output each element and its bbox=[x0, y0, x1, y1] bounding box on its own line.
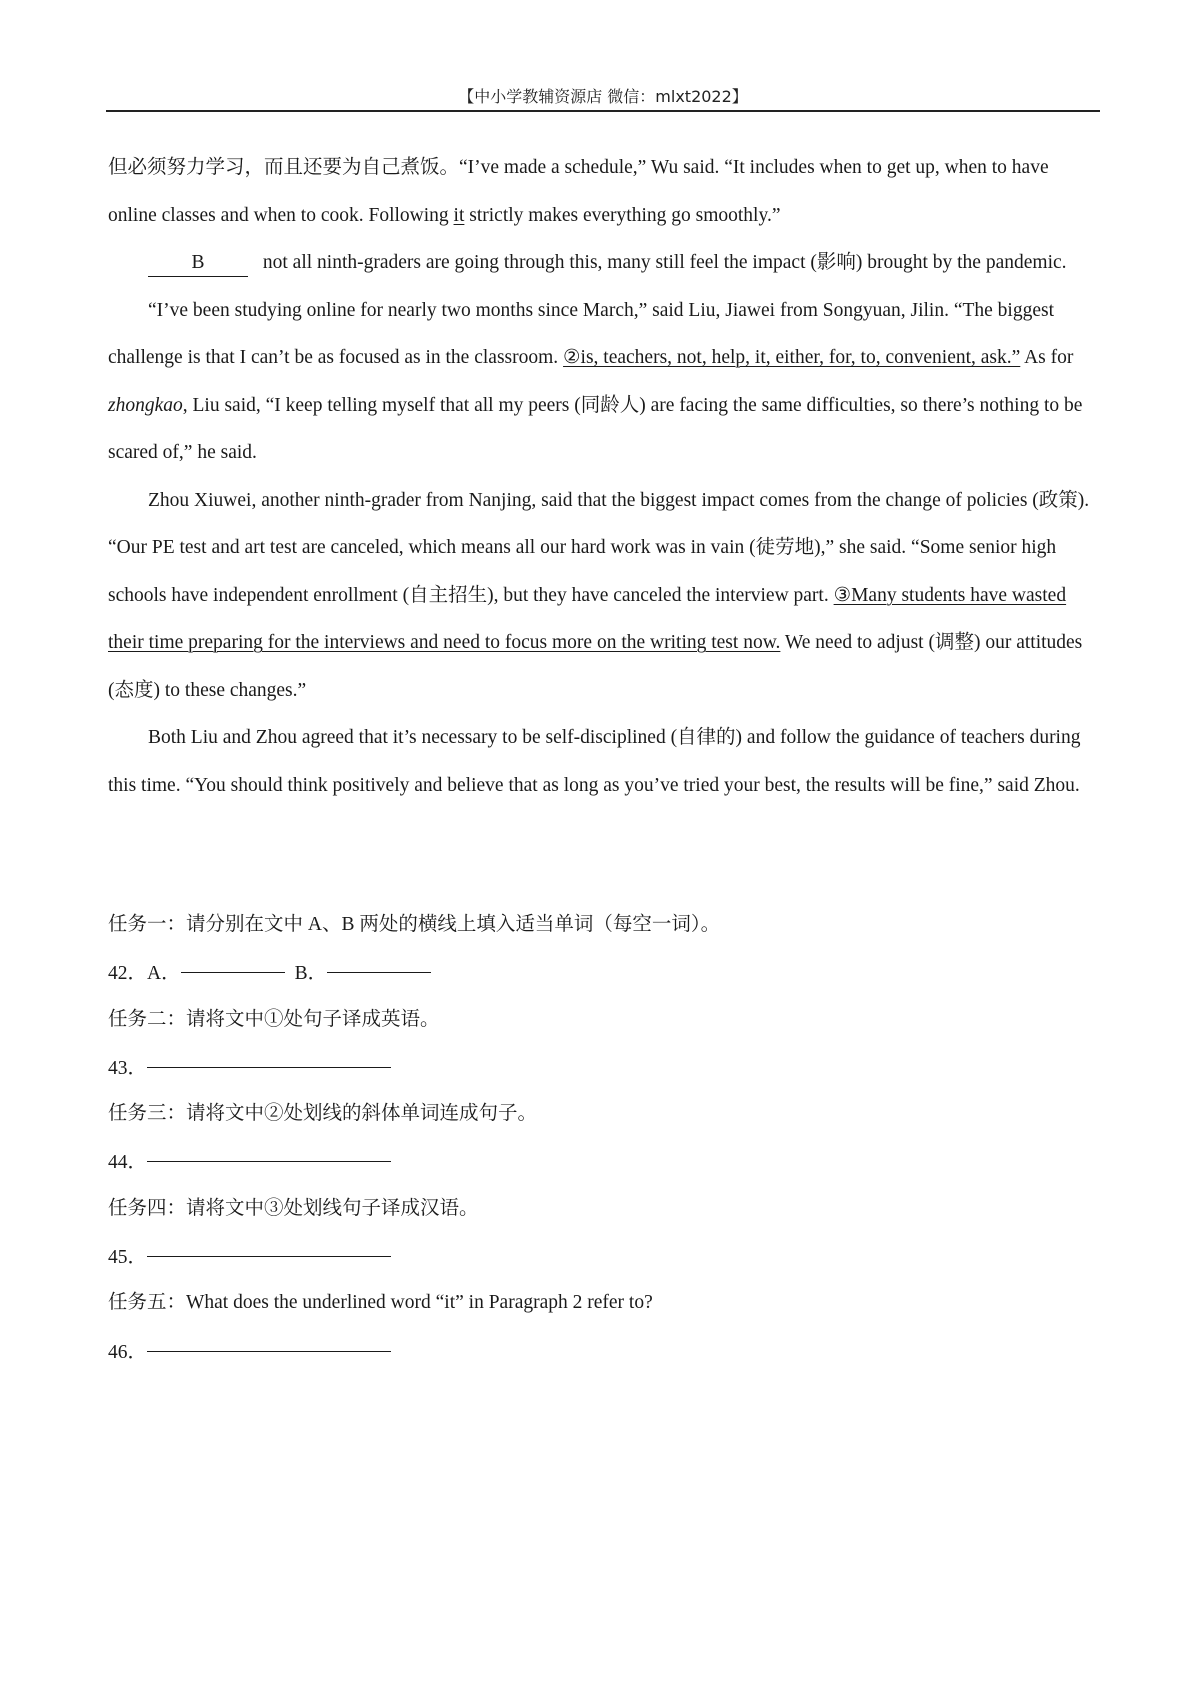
question-number: 44． bbox=[108, 1152, 148, 1174]
answer-blank-44[interactable] bbox=[147, 1131, 391, 1162]
blank-a-label: A． bbox=[147, 963, 181, 985]
blank-b: B bbox=[148, 250, 248, 277]
paragraph-3 bbox=[108, 287, 1098, 477]
task-5-instruction: 任务五：What does the underlined word “it” in Paragraph 2 refer to? bbox=[108, 1292, 653, 1314]
underlined-word-it: it bbox=[453, 204, 465, 226]
paragraph-2 bbox=[108, 239, 1098, 287]
paragraph-text: , Liu said, “I keep telling myself that all my peers (同龄人) are facing the same difficulties, so there’s nothing to be scared of,” he said. bbox=[108, 394, 1083, 463]
question-44 bbox=[108, 1137, 1098, 1184]
answer-blank-45[interactable] bbox=[147, 1226, 391, 1257]
answer-blank-b[interactable] bbox=[327, 942, 431, 973]
task-1-instruction: 任务一：请分别在文中 A、B 两处的横线上填入适当单词（每空一词）。 bbox=[108, 914, 721, 935]
italic-term-zhongkao: zhongkao bbox=[108, 394, 183, 416]
answer-blank-43[interactable] bbox=[147, 1037, 391, 1068]
paragraph-text: Zhou Xiuwei, another ninth-grader from Nanjing, said that the biggest impact comes from the change of policies (政策). “Our PE test and art test are canceled, which means all our hard work was in vain (徒劳地),” she said. “Some senior high schools have independent enrollment (自主招生), but they have canceled the interview part. bbox=[108, 489, 1090, 606]
header-divider bbox=[106, 110, 1100, 112]
question-46 bbox=[108, 1327, 1098, 1374]
paragraph-text: As for bbox=[1020, 347, 1074, 368]
paragraph-5 bbox=[108, 714, 1098, 809]
paragraph-4 bbox=[108, 477, 1098, 715]
blank-b-label: B． bbox=[294, 963, 328, 985]
underlined-sentence-2: ②is, teachers, not, help, it, either, for, to, convenient, ask.” bbox=[563, 347, 1021, 368]
task-3-instruction: 任务三：请将文中②处划线的斜体单词连成句子。 bbox=[108, 1103, 538, 1125]
task-4-instruction: 任务四：请将文中③处划线句子译成汉语。 bbox=[108, 1197, 479, 1219]
underlined-sentence-3: ③Many students have wasted their time preparing for the interviews and need to focus more on the writing test now. bbox=[108, 584, 1067, 653]
paragraph-1 bbox=[108, 144, 1098, 239]
question-42 bbox=[108, 948, 1098, 995]
paragraph-text: We need to adjust (调整) our attitudes (态度) to these changes.” bbox=[108, 632, 1083, 701]
question-45 bbox=[108, 1232, 1098, 1279]
answer-blank-46[interactable] bbox=[147, 1321, 391, 1352]
page-header: 【中小学教辅资源店 微信：mlxt2022】 bbox=[458, 87, 748, 106]
question-43 bbox=[108, 1043, 1098, 1090]
paragraph-text: “I’ve been studying online for nearly two months since March,” said Liu, Jiawei from Songyuan, Jilin. “The biggest challenge is that I can’t be as focused as in the classroom. bbox=[108, 299, 1054, 368]
reading-passage bbox=[108, 144, 1098, 809]
task-section bbox=[108, 901, 1098, 1374]
task-2-instruction: 任务二：请将文中①处句子译成英语。 bbox=[108, 1008, 440, 1030]
paragraph-text: 但必须努力学习，而且还要为自己煮饭。“I’ve made a schedule,” Wu said. “It includes when to get up, when to have online classes and when to cook. Following bbox=[108, 157, 1049, 226]
question-number: 45． bbox=[108, 1247, 148, 1269]
paragraph-text: not all ninth-graders are going through this, many still feel the impact (影响) brought by the pandemic. bbox=[258, 252, 1067, 273]
answer-blank-a[interactable] bbox=[181, 942, 285, 973]
question-number: 43． bbox=[108, 1057, 148, 1079]
paragraph-text: Both Liu and Zhou agreed that it’s necessary to be self-disciplined (自律的) and follow the guidance of teachers during this time. “You should think positively and believe that as long as you’ve tried your best, the results will be fine,” said Zhou. bbox=[108, 727, 1081, 796]
paragraph-text: strictly makes everything go smoothly.” bbox=[464, 204, 781, 226]
question-number: 42． bbox=[108, 963, 148, 985]
question-number: 46． bbox=[108, 1341, 148, 1363]
